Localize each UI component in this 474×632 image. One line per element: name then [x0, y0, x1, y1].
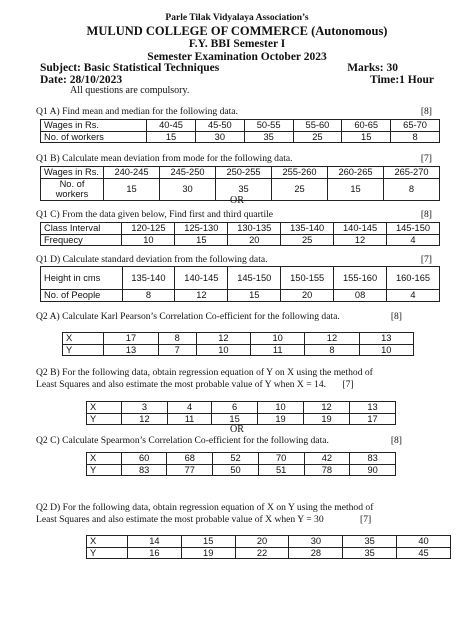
table-cell: 8 — [305, 344, 359, 356]
table-cell: 68 — [167, 453, 213, 465]
exam-title: Semester Examination October 2023 — [147, 51, 327, 63]
table-cell: 65-70 — [391, 120, 440, 132]
table-cell: 145-150 — [228, 267, 281, 290]
table-cell: 140-145 — [175, 267, 228, 290]
table-cell: 35 — [216, 178, 272, 200]
table-cell: 12 — [196, 333, 250, 345]
question-marks: [8] — [390, 435, 402, 446]
table-cell: 50 — [213, 464, 259, 476]
row-header-cell: X — [87, 402, 122, 414]
table-row — [41, 167, 440, 179]
table-cell: 55-60 — [293, 120, 342, 132]
row-header-cell: X — [63, 333, 104, 345]
table-cell: 135-140 — [281, 223, 334, 235]
table-row — [41, 290, 440, 302]
row-header-cell: Height in cms — [41, 267, 123, 290]
or-divider: OR — [230, 424, 244, 435]
question-marks: [8] — [420, 106, 432, 117]
table-row — [87, 402, 396, 414]
question-text: Q1 D) Calculate standard deviation from the following data. — [36, 254, 268, 265]
row-header-cell: No. of workers — [41, 131, 147, 143]
table-cell: 12 — [304, 402, 350, 414]
table-cell: 22 — [235, 547, 289, 559]
table-cell: 10 — [251, 333, 305, 345]
table-q1c — [40, 222, 440, 246]
question-q1c — [36, 209, 432, 221]
question-marks: [7] — [420, 254, 432, 265]
table-cell: 8 — [158, 333, 196, 345]
row-header-cell: Y — [87, 547, 128, 559]
table-cell: 15 — [212, 413, 258, 425]
table-cell: 3 — [121, 402, 167, 414]
table-cell: 11 — [251, 344, 305, 356]
table-q2b — [86, 401, 396, 425]
table-cell: 15 — [328, 178, 384, 200]
table-cell: 4 — [167, 402, 211, 414]
college-name: MULUND COLLEGE OF COMMERCE (Autonomous) — [86, 24, 388, 38]
table-q2a — [62, 332, 414, 356]
question-marks: [8] — [390, 311, 402, 322]
question-text-line1: Q2 D) For the following data, obtain regression equation of X on Y using the method of — [36, 502, 374, 513]
table-cell: 08 — [334, 290, 387, 302]
or-divider: OR — [230, 195, 244, 206]
table-cell: 40-45 — [147, 120, 196, 132]
table-row — [87, 453, 396, 465]
row-header-cell: Y — [87, 464, 122, 476]
table-cell: 13 — [359, 333, 413, 345]
table-row — [87, 464, 396, 476]
row-header-cell: X — [87, 453, 122, 465]
paper-header — [0, 0, 474, 64]
table-cell: 28 — [289, 547, 343, 559]
question-q1d — [36, 254, 432, 266]
table-cell: 20 — [228, 234, 281, 246]
question-q2d — [36, 502, 432, 526]
table-q1a — [40, 119, 440, 143]
table-cell: 25 — [281, 234, 334, 246]
table-cell: 50-55 — [244, 120, 293, 132]
table-cell: 60-65 — [342, 120, 391, 132]
question-text-line2: Least Squares and also estimate the most probable value of X when Y = 30 [7] — [36, 514, 372, 525]
question-text-line1: Q2 B) For the following data, obtain regression equation of Y on X using the method of — [36, 367, 373, 378]
table-cell: 12 — [305, 333, 359, 345]
question-marks: [7] — [342, 379, 354, 390]
table-cell: 8 — [391, 131, 440, 143]
table-cell: 70 — [258, 453, 304, 465]
exam-time: Time:1 Hour — [370, 74, 434, 86]
table-row — [41, 234, 440, 246]
table-cell: 83 — [350, 453, 396, 465]
table-row — [63, 344, 414, 356]
table-cell: 45 — [397, 547, 451, 559]
table-row — [87, 547, 451, 559]
table-cell: 20 — [235, 536, 289, 548]
instruction: All questions are compulsory. — [70, 85, 190, 96]
question-text: Q2 A) Calculate Karl Pearson’s Correlation Co-efficient for the following data. — [36, 311, 340, 322]
table-cell: 255-260 — [272, 167, 328, 179]
table-cell: 160-165 — [387, 267, 440, 290]
table-cell: 15 — [104, 178, 160, 200]
table-cell: 10 — [359, 344, 413, 356]
table-cell: 13 — [104, 344, 158, 356]
row-header-cell: Y — [87, 413, 122, 425]
row-header-cell: X — [87, 536, 128, 548]
row-header-cell: Wages in Rs. — [41, 120, 147, 132]
table-cell: 11 — [167, 413, 211, 425]
subject: Subject: Basic Statistical Techniques — [40, 62, 220, 74]
table-row — [63, 333, 414, 345]
row-header-cell: Frequecy — [41, 234, 122, 246]
question-text: Q1 B) Calculate mean deviation from mode for the following data. — [36, 153, 293, 164]
table-cell: 4 — [387, 234, 440, 246]
table-cell: 260-265 — [328, 167, 384, 179]
table-cell: 35 — [343, 547, 397, 559]
row-header-cell: No. of People — [41, 290, 123, 302]
table-cell: 145-150 — [387, 223, 440, 235]
table-cell: 78 — [304, 464, 350, 476]
institution-name: Parle Tilak Vidyalaya Association’s — [165, 13, 309, 23]
table-cell: 10 — [258, 402, 304, 414]
table-cell: 35 — [244, 131, 293, 143]
table-row — [41, 223, 440, 235]
table-cell: 77 — [167, 464, 213, 476]
question-text: Q1 C) From the data given below, Find first and third quartile — [36, 209, 274, 220]
table-cell: 30 — [160, 178, 216, 200]
table-cell: 250-255 — [216, 167, 272, 179]
table-cell: 125-130 — [175, 223, 228, 235]
row-header-cell: No. of workers — [41, 178, 104, 200]
question-text: Q1 A) Find mean and median for the following data. — [36, 106, 238, 117]
table-cell: 60 — [121, 453, 167, 465]
table-cell: 52 — [213, 453, 259, 465]
table-cell: 4 — [387, 290, 440, 302]
total-marks: Marks: 30 — [347, 62, 398, 74]
row-header-cell: Wages in Rs. — [41, 167, 104, 179]
course-name: F.Y. BBI Semester I — [188, 38, 286, 50]
table-q1d — [40, 266, 440, 302]
table-row — [41, 131, 440, 143]
table-cell: 130-135 — [228, 223, 281, 235]
table-cell: 83 — [121, 464, 167, 476]
table-cell: 17 — [350, 413, 396, 425]
table-cell: 15 — [342, 131, 391, 143]
table-cell: 30 — [289, 536, 343, 548]
table-row — [41, 120, 440, 132]
table-cell: 35 — [343, 536, 397, 548]
row-header-cell: Class Interval — [41, 223, 122, 235]
row-header-cell: Y — [63, 344, 104, 356]
table-cell: 15 — [175, 234, 228, 246]
table-cell: 30 — [195, 131, 244, 143]
question-marks: [7] — [420, 153, 432, 164]
table-cell: 20 — [281, 290, 334, 302]
table-cell: 8 — [122, 290, 175, 302]
table-cell: 16 — [127, 547, 181, 559]
table-cell: 12 — [121, 413, 167, 425]
table-cell: 15 — [228, 290, 281, 302]
table-cell: 13 — [350, 402, 396, 414]
table-cell: 15 — [147, 131, 196, 143]
table-row — [87, 413, 396, 425]
table-cell: 25 — [293, 131, 342, 143]
table-cell: 12 — [175, 290, 228, 302]
table-cell: 265-270 — [384, 167, 440, 179]
question-text-line2: Least Squares and also estimate the most probable value of Y when X = 14. [7] — [36, 379, 354, 390]
table-cell: 42 — [304, 453, 350, 465]
question-text: Q2 C) Calculate Spearmon’s Correlation Co-efficient for the following data. — [36, 435, 329, 446]
question-q1b — [36, 153, 432, 165]
table-cell: 15 — [181, 536, 235, 548]
table-cell: 51 — [258, 464, 304, 476]
table-cell: 155-160 — [334, 267, 387, 290]
exam-date: Date: 28/10/2023 — [40, 74, 123, 86]
table-cell: 90 — [350, 464, 396, 476]
table-cell: 12 — [334, 234, 387, 246]
table-cell: 150-155 — [281, 267, 334, 290]
table-cell: 240-245 — [104, 167, 160, 179]
table-cell: 25 — [272, 178, 328, 200]
table-cell: 10 — [196, 344, 250, 356]
table-cell: 19 — [181, 547, 235, 559]
question-q2a — [36, 311, 432, 323]
table-cell: 17 — [104, 333, 158, 345]
table-cell: 40 — [397, 536, 451, 548]
table-q2d — [86, 535, 451, 559]
table-cell: 19 — [258, 413, 304, 425]
table-cell: 245-250 — [160, 167, 216, 179]
table-row — [41, 267, 440, 290]
table-cell: 140-145 — [334, 223, 387, 235]
table-cell: 6 — [212, 402, 258, 414]
table-cell: 135-140 — [122, 267, 175, 290]
table-cell: 10 — [122, 234, 175, 246]
question-q2c — [36, 435, 432, 447]
table-cell: 19 — [304, 413, 350, 425]
question-marks: [8] — [420, 209, 432, 220]
table-cell: 120-125 — [122, 223, 175, 235]
question-q2b — [36, 367, 432, 391]
table-row — [87, 536, 451, 548]
table-cell: 45-50 — [195, 120, 244, 132]
question-q1a — [36, 106, 432, 118]
table-cell: 8 — [384, 178, 440, 200]
table-cell: 14 — [127, 536, 181, 548]
table-q2c — [86, 452, 396, 476]
question-marks: [7] — [360, 514, 372, 525]
table-cell: 7 — [158, 344, 196, 356]
